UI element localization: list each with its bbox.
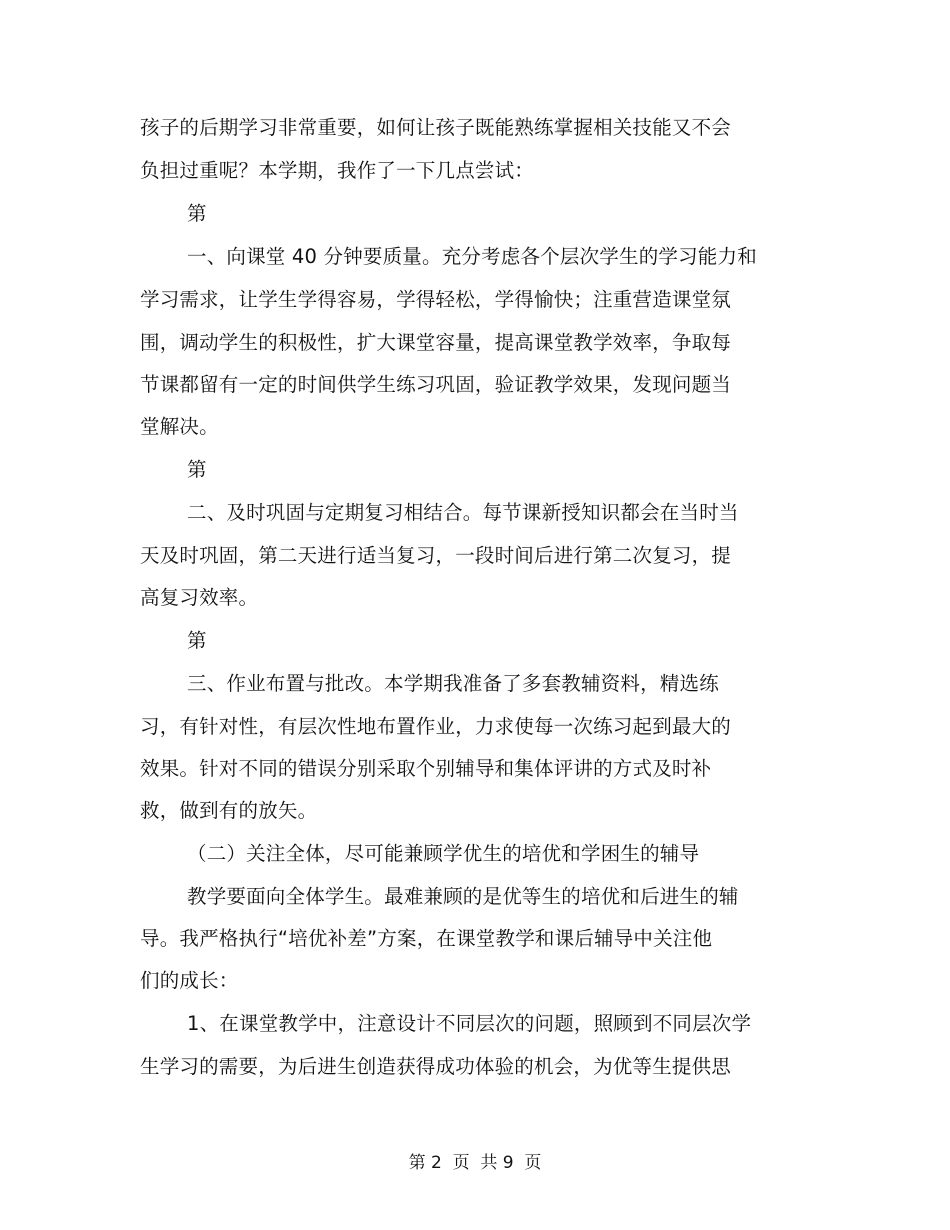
body-text-line: 教学要面向全体学生。最难兼顾的是优等生的培优和后进生的辅: [187, 885, 739, 908]
subheading: （二）关注全体，尽可能兼顾学优生的培优和学困生的辅导: [187, 842, 700, 865]
body-text-line: 负担过重呢？本学期，我作了一下几点尝试：: [140, 159, 535, 182]
body-text-line: 1、在课堂教学中，注意设计不同层次的问题，照顾到不同层次学: [187, 1012, 752, 1035]
body-text-line: 孩子的后期学习非常重要，如何让孩子既能熟练掌握相关技能又不会: [140, 116, 732, 139]
body-text-line: 导。我严格执行“培优补差”方案，在课堂教学和课后辅导中关注他: [140, 927, 713, 950]
body-text-line: 救，做到有的放矢。: [140, 799, 318, 822]
body-text-line: 高复习效率。: [140, 586, 259, 609]
body-text-line: 学习需求，让学生学得容易，学得轻松，学得愉快；注重营造课堂氛: [140, 288, 732, 311]
page-number-footer: 第 2 页 共 9 页: [408, 1153, 542, 1173]
body-text-line: 习，有针对性，有层次性地布置作业，力求使每一次练习起到最大的: [140, 715, 732, 738]
section-marker: 第: [187, 202, 207, 225]
body-text-line: 们的成长：: [140, 969, 239, 992]
body-text-line: 围，调动学生的积极性，扩大课堂容量，提高课堂教学效率，争取每: [140, 331, 732, 354]
body-text-line: 效果。针对不同的错误分别采取个别辅导和集体评讲的方式及时补: [140, 757, 712, 780]
body-text-line: 三、作业布置与批改。本学期我准备了多套教辅资料，精选练: [187, 672, 719, 695]
body-text-line: 生学习的需要，为后进生创造获得成功体验的机会，为优等生提供思: [140, 1055, 732, 1078]
section-marker: 第: [187, 458, 207, 481]
body-text-line: 一、向课堂 40 分钟要质量。充分考虑各个层次学生的学习能力和: [187, 245, 757, 268]
body-text-line: 节课都留有一定的时间供学生练习巩固，验证教学效果，发现问题当: [140, 373, 732, 396]
body-text-line: 天及时巩固，第二天进行适当复习，一段时间后进行第二次复习，提: [140, 544, 732, 567]
section-marker: 第: [187, 629, 207, 652]
body-text-line: 堂解决。: [140, 415, 219, 438]
body-text-line: 二、及时巩固与定期复习相结合。每节课新授知识都会在当时当: [187, 501, 739, 524]
